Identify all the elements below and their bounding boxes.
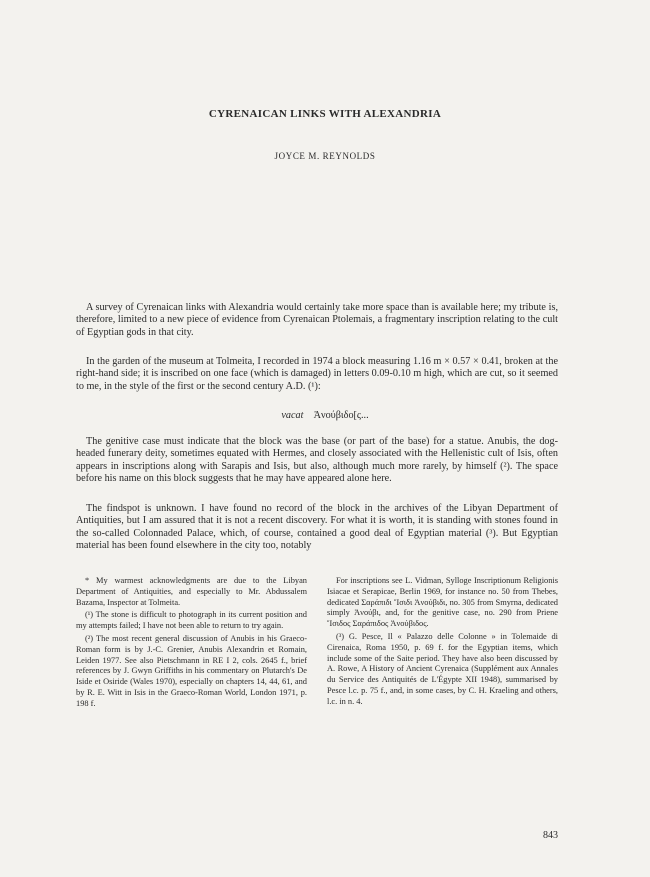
inscription-vacat: vacat <box>281 410 304 421</box>
footnote-2-continued: For inscriptions see L. Vidman, Sylloge Inscriptionum Religionis Isiacae et Serapicae, Berlin 1969, for instance no. 50 from Thebes, dedicated Σαράπιδι Ἴσιδι Ἀνούβιδι, no. 305 from Smyrna, dedicated simply Ἀνούβι, and, for the genitive case, no. 290 from Priene Ἴσιδος Σαράπιδος Ἀνούβιδος. <box>327 576 558 629</box>
footnote-acknowledgment: * My warmest acknowledgments are due to the Libyan Department of Antiquities, and especially to Mr. Abdussalem Bazama, Inspector at Tolmeita. <box>76 576 307 607</box>
footnotes-left-column <box>76 576 307 712</box>
footnote-1: (¹) The stone is difficult to photograph in its current position and my attempts failed; I have not been able to return to try again. <box>76 610 307 631</box>
paragraph-text: A survey of Cyrenaican links with Alexandria would certainly take more space than is available here; my tribute is, therefore, limited to a new piece of evidence from Cyrenaican Ptolemais, a fragmentary inscription relating to the cult of Egyptian gods in that city. <box>76 302 558 338</box>
inscription-separator <box>306 410 311 421</box>
paragraph-text: In the garden of the museum at Tolmeita, I recorded in 1974 a block measuring 1.16 m × 0.57 × 0.41, broken at the right-hand side; it is inscribed on one face (which is damaged) in letters 0.09-0.10 m high, which are cut, so it seemed to me, in the style of the first or the second century A.D. (¹): <box>76 356 558 392</box>
footnotes-right-column <box>327 576 558 710</box>
footnote-2: (²) The most recent general discussion of Anubis in his Graeco-Roman form is by J.-C. Grenier, Anubis Alexandrin et Romain, Leiden 1977. See also Pietschmann in RE I 2, cols. 2645 f., brief references by J. Gwyn Griffiths in his commentary on Plutarch's De Iside et Osiride (Wales 1970), especially on chapters 14, 44, 61, and by R. E. Witt in Isis in the Graeco-Roman World, London 1971, p. 198 f. <box>76 633 307 708</box>
article-author: JOYCE M. REYNOLDS <box>274 151 376 161</box>
paragraph-text: The genitive case must indicate that the block was the base (or part of the base) for a statue. Anubis, the dog-headed funerary deity, sometimes equated with Hermes, and closely associated with the Hellenistic cult of Isis, often appears in inscriptions along with Sarapis and Isis, but also, although much more rarely, by himself (²). The space before his name on this block suggests that he may have appeared alone here. <box>76 436 558 485</box>
footnote-3: (³) G. Pesce, Il « Palazzo delle Colonne » in Tolemaide di Cirenaica, Roma 1950, p. 69 f. for the Egyptian items, which include some of the Saite period. They have also been discussed by A. Rowe, A History of Ancient Cyrenaica (Supplément aux Annales du Service des Antiquités de L'Égypte XII 1948), summarised by Pesce l.c. p. 75 f., and, in some cases, by C. H. Kraeling and others, l.c. in n. 4. <box>327 631 558 706</box>
paragraph-text: The findspot is unknown. I have found no record of the block in the archives of the Libyan Department of Antiquities, but I am assured that it is not a recent discovery. For what it is worth, it is standing with stones found in the so-called Colonnaded Palace, which, of course, contained a good deal of Egyptian material (³). But Egyptian material has been found elsewhere in the city too, notably <box>76 503 558 552</box>
body-paragraph-2 <box>76 356 558 393</box>
body-paragraph-3 <box>76 436 558 486</box>
inscription-line <box>0 410 650 421</box>
article-title: CYRENAICAN LINKS WITH ALEXANDRIA <box>208 108 442 120</box>
page-number: 843 <box>543 830 558 841</box>
body-paragraph-1 <box>76 302 558 339</box>
inscription-text: Ἀνούβιδο[ς... <box>313 410 369 421</box>
body-paragraph-4 <box>76 503 558 553</box>
